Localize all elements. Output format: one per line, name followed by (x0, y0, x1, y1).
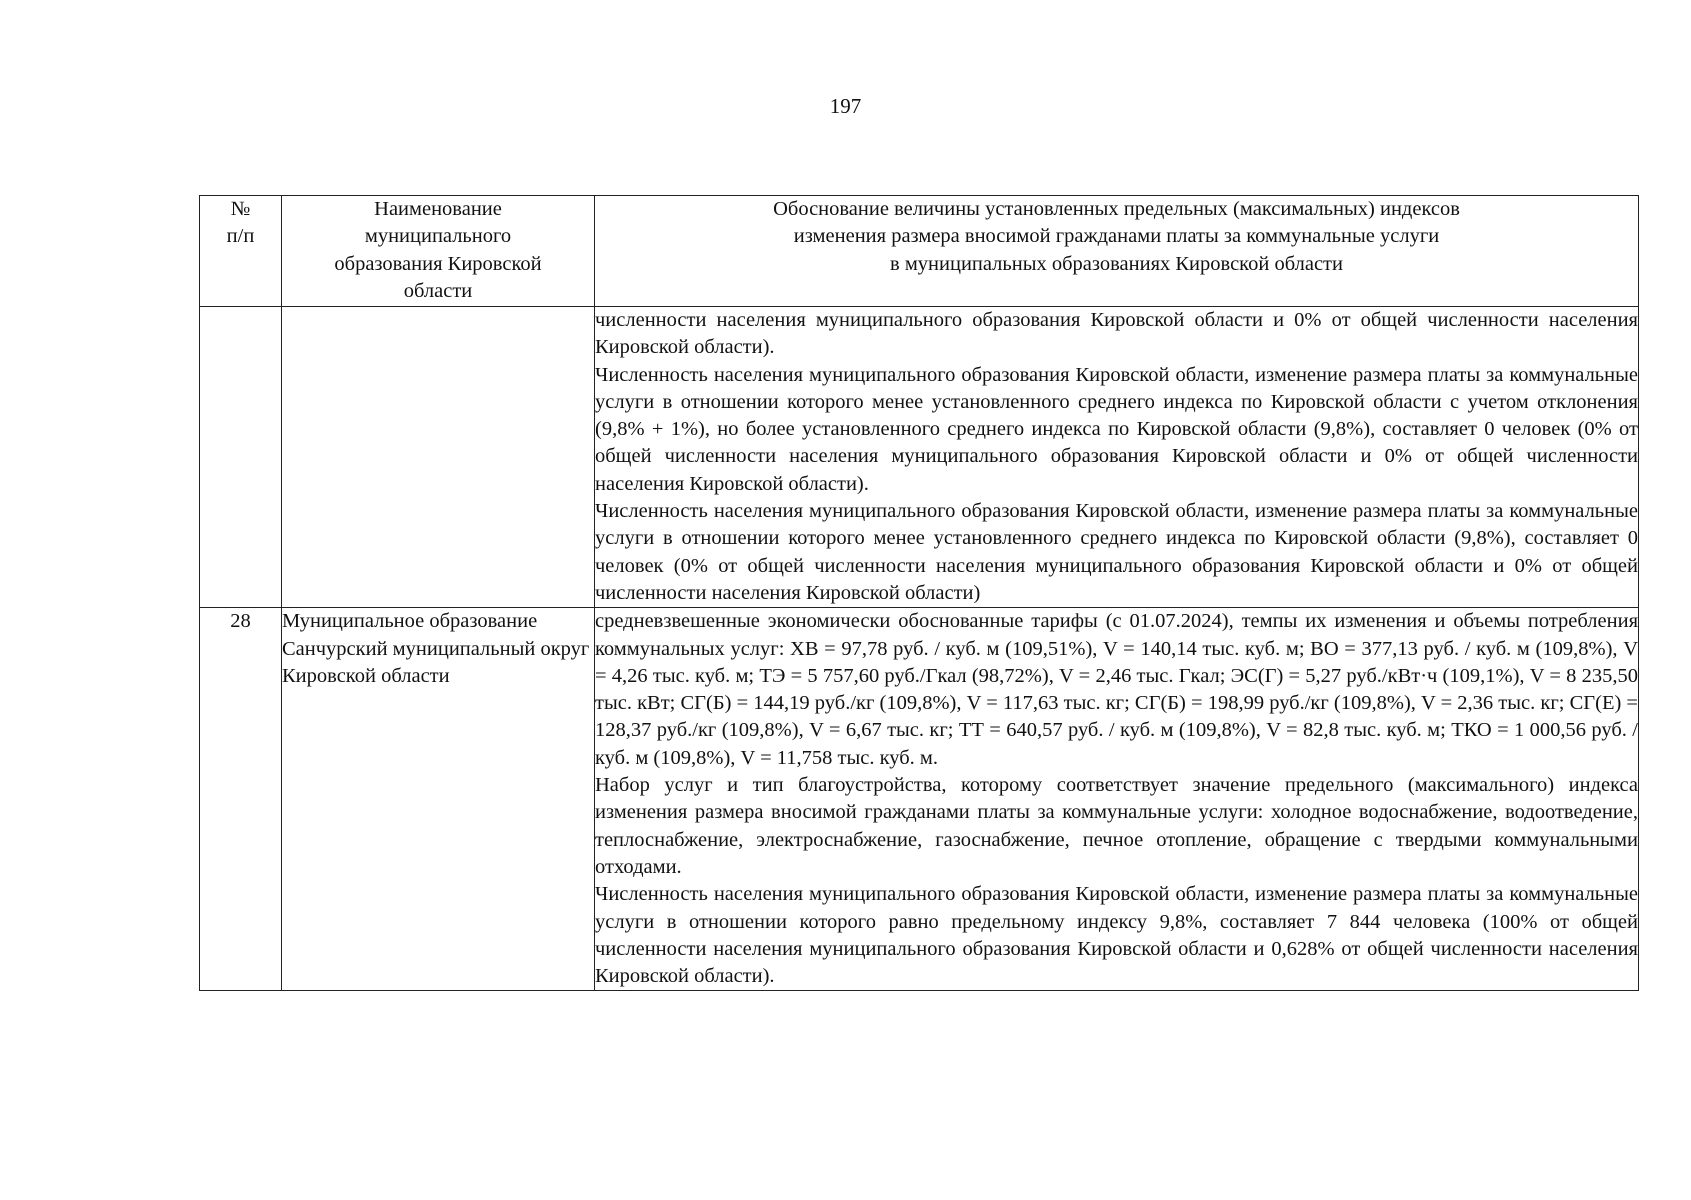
rationale-paragraph: Численность населения муниципального образования Кировской области, изменение размера платы за коммунальные услуги в отношении которого равно предельному индексу 9,8%, составляет 7 844 человека (100% от общей численности населения муниципального образования Кировской области и 0,628% от общей численности населения Кировской области). (595, 883, 1638, 988)
header-name-line: муниципального (364, 225, 512, 248)
table-header-row (200, 196, 1639, 307)
municipality-name (282, 307, 595, 608)
page-number: 197 (829, 94, 862, 118)
column-header-rationale (595, 196, 1639, 307)
rationale-cell (595, 608, 1639, 991)
rationale-paragraph: Численность населения муниципального образования Кировской области, изменение размера платы за коммунальные услуги в отношении которого менее установленного среднего индекса по Кировской области с учетом отклонения (9,8% + 1%), но более установленного среднего индекса по Кировской области (9,8%), составляет 0 человек (0% от общей численности населения муниципального образования Кировской области и 0% от общей численности населения Кировской области). (595, 363, 1638, 495)
index-rationale-table (199, 195, 1639, 991)
header-rationale-line: в муниципальных образованиях Кировской области (890, 252, 1343, 275)
rationale-paragraph: Набор услуг и тип благоустройства, которому соответствует значение предельного (максимального) индекса изменения размера вносимой гражданами платы за коммунальные услуги: холодное водоснабжение, водоотведение, теплоснабжение, электроснабжение, газоснабжение, печное отопление, обращение с твердыми коммунальными отходами. (595, 774, 1638, 878)
rationale-cell (595, 307, 1639, 608)
column-header-name (282, 196, 595, 307)
column-header-number (200, 196, 282, 307)
municipality-name: Муниципальное образование Санчурский муниципальный округ Кировской области (282, 608, 595, 991)
header-number-line: п/п (226, 225, 255, 247)
rationale-paragraph: численности населения муниципального образования Кировской области и 0% от общей численности населения Кировской области). (595, 309, 1638, 359)
header-number-line: № (230, 198, 251, 220)
row-number (200, 307, 282, 608)
table-row (200, 307, 1639, 608)
rationale-paragraph: Численность населения муниципального образования Кировской области, изменение размера платы за коммунальные услуги в отношении которого менее установленного среднего индекса по Кировской области (9,8%), составляет 0 человек (0% от общей численности населения муниципального образования Кировской области и 0% от общей численности населения Кировской области) (595, 500, 1638, 604)
header-rationale-line: Обоснование величины установленных предельных (максимальных) индексов (773, 198, 1460, 220)
rationale-paragraph: средневзвешенные экономически обоснованные тарифы (с 01.07.2024), темпы их изменения и объемы потребления коммунальных услуг: ХВ = 97,78 руб. / куб. м (109,51%), V = 140,14 тыс. куб. м; ВО = 377,13 руб. / куб. м (109,8%), V = 4,26 тыс. куб. м; ТЭ = 5 757,60 руб./Гкал (98,72%), V = 2,46 тыс. Гкал; ЭС(Г) = 5,27 руб./кВт·ч (109,1%), V = 8 235,50 тыс. кВт; СГ(Б) = 144,19 руб./кг (109,8%), V = 117,63 тыс. кг; СГ(Б) = 198,99 руб./кг (109,8%), V = 2,36 тыс. кг; СГ(Е) = 128,37 руб./кг (109,8%), V = 6,67 тыс. кг; ТТ = 640,57 руб. / куб. м (109,8%), V = 82,8 тыс. куб. м; ТКО = 1 000,56 руб. / куб. м (109,8%), V = 11,758 тыс. куб. м. (595, 610, 1638, 769)
row-number: 28 (200, 608, 282, 991)
header-name-line: области (403, 279, 473, 302)
header-rationale-line: изменения размера вносимой гражданами платы за коммунальные услуги (793, 225, 1440, 248)
header-name-line: образования Кировской (334, 252, 542, 275)
table-row (200, 608, 1639, 991)
header-name-line: Наименование (374, 198, 502, 220)
